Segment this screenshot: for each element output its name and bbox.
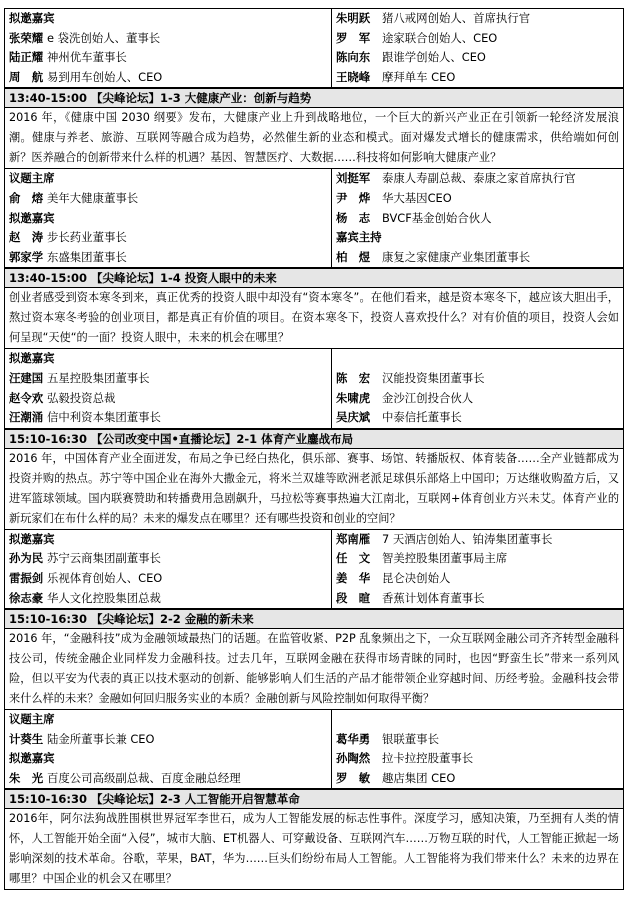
speaker-group-heading: 拟邀嘉宾 <box>9 751 55 766</box>
speaker-role: 康复之家健康产业集团董事长 <box>382 249 531 264</box>
speaker-entry <box>336 749 619 769</box>
speaker-name: 朱啸虎 <box>336 390 371 405</box>
speaker-role: 跟谁学创始人、CEO <box>382 50 486 65</box>
speaker-entry <box>9 549 327 569</box>
speaker-name: 俞 熔 <box>9 190 44 205</box>
speaker-role: 华人文化控股集团总裁 <box>47 590 161 605</box>
speaker-group-heading: 嘉宾主持 <box>336 230 382 245</box>
speaker-name: 赵 涛 <box>9 230 44 245</box>
session-time: 13:40-15:00 <box>9 271 87 286</box>
speaker-entry <box>336 389 619 409</box>
session-description: 创业者感受到资本寒冬到来，真正优秀的投资人眼中却没有“资本寒冬”。在他们看来，越是资本寒冬下，越应该大胆出手，熬过资本寒冬考验的创业项目，都是真正有价值的项目。在资本寒冬下，投资人喜欢投什么？对有价值的项目，投资人会如何呈现“天使“的一面？投资人眼中，未来的机会在哪里？ <box>5 288 624 349</box>
speaker-name: 陆正耀 <box>9 50 44 65</box>
speaker-role: 7 天酒店创始人、铂涛集团董事长 <box>382 531 553 546</box>
speaker-name: 罗 军 <box>336 30 371 45</box>
speaker-name: 汪建国 <box>9 370 44 385</box>
speaker-name: 孙为民 <box>9 551 44 566</box>
session-time: 15:10-16:30 <box>9 431 87 446</box>
speaker-entry <box>336 9 619 29</box>
speaker-name: 王晓峰 <box>336 69 371 84</box>
speaker-role: 五星控股集团董事长 <box>47 370 150 385</box>
speaker-entry <box>336 48 619 68</box>
speaker-role: 陆金所董事长兼 CEO <box>47 731 155 746</box>
speaker-entry <box>336 369 619 389</box>
speaker-name: 朱 光 <box>9 770 44 785</box>
speaker-name: 吴庆斌 <box>336 410 371 425</box>
speakers-row <box>5 169 624 268</box>
speaker-entry <box>336 189 619 209</box>
speaker-name: 尹 烨 <box>336 190 371 205</box>
session-time: 15:10-16:30 <box>9 612 87 627</box>
speaker-role: 神州优车董事长 <box>47 50 127 65</box>
speaker-entry <box>9 189 327 209</box>
speaker-role: 苏宁云商集团副董事长 <box>47 551 161 566</box>
speaker-entry <box>9 248 327 268</box>
session-description: 2016 年，《健康中国 2030 纲要》发布，大健康产业上升到战略地位，一个巨大的新兴产业正在引领新一轮经济发展浪潮。健康与养老、旅游、互联网等融合成为趋势，必然催生新的业态和模式。面对爆发式增长的健康需求，供给端如何创新？医养融合的创新带来什么样的机遇？基因、智慧医疗、大数据……科技将如何影响大健康产业？ <box>5 108 624 169</box>
speaker-role: 百度公司高级副总裁、百度金融总经理 <box>47 770 241 785</box>
session-block <box>4 8 624 88</box>
speakers-left-column <box>5 710 332 789</box>
speakers-right-column <box>332 9 624 88</box>
session-description-row <box>5 809 624 890</box>
speaker-entry <box>9 68 327 88</box>
speaker-entry <box>336 169 619 189</box>
speaker-role: 趣店集团 CEO <box>382 770 456 785</box>
speaker-name: 郑南雁 <box>336 531 371 546</box>
speakers-left-column <box>5 9 332 88</box>
speaker-role: 拉卡拉控股董事长 <box>382 751 474 766</box>
speakers-row <box>5 529 624 608</box>
speaker-entry <box>9 389 327 409</box>
speaker-name: 张荣耀 <box>9 30 44 45</box>
speaker-group-heading: 拟邀嘉宾 <box>9 210 55 225</box>
speaker-role: 东盛集团董事长 <box>47 249 127 264</box>
speaker-role: 华大基因CEO <box>382 190 452 205</box>
session-description: 2016 年，中国体育产业全面迸发，布局之争已经白热化，俱乐部、赛事、场馆、转播版权、体育装备……全产业链都成为投资并购的热点。苏宁等中国企业在海外大撒金元，将米兰双雄等欧洲老派足球俱乐部烙上中国印；万达继收购盈方后，又进军篮球领域。国内联赛赞助和转播费用急剧飙升，马拉松等赛事热遍大江南北，互联网+体育创业方兴未艾。体育产业的新玩家们在布什么样的局？未来的爆发点在哪里？还有哪些投资和创业的空间？ <box>5 448 624 529</box>
speaker-name: 周 航 <box>9 69 44 84</box>
speaker-role: 香蕉计划体育董事长 <box>382 590 485 605</box>
speakers-right-column <box>332 529 624 608</box>
session-description: 2016年，阿尔法狗战胜围棋世界冠军李世石，成为人工智能发展的标志性事件。深度学习，感知决策，乃至拥有人类的情怀，人工智能开始全面“入侵”，城市大脑、ET机器人、可穿戴设备、互联网汽车……万物互联的时代，人工智能正掀起一场影响深刻的技术革命。谷歌，苹果，BAT，华为……巨头们纷纷布局人工智能。人工智能将为我们带来什么？未来的边界在哪里？中国企业的机会又在哪里？ <box>5 809 624 890</box>
speaker-name: 陈 宏 <box>336 370 371 385</box>
speaker-name: 陈向东 <box>336 50 371 65</box>
speaker-role: 信中利资本集团董事长 <box>47 410 161 425</box>
speaker-role: 智美控股集团董事局主席 <box>382 551 508 566</box>
speaker-group-heading: 议题主席 <box>9 712 55 727</box>
speaker-name: 刘挺军 <box>336 171 371 186</box>
session-title: 【尖峰论坛】1-4 投资人眼中的未来 <box>91 271 277 286</box>
speaker-entry <box>336 569 619 589</box>
session-time: 13:40-15:00 <box>9 91 87 106</box>
speakers-right-column <box>332 169 624 268</box>
speaker-name: 徐志豪 <box>9 590 44 605</box>
speakers-left-column <box>5 529 332 608</box>
session-block <box>4 609 624 789</box>
speaker-role: 步长药业董事长 <box>47 230 127 245</box>
speaker-entry <box>9 769 327 789</box>
speaker-entry <box>336 248 619 268</box>
speaker-name: 郭家学 <box>9 249 44 264</box>
session-description: 2016 年，“金融科技”成为金融领域最热门的话题。在监管收紧、P2P 乱象频出之下，一众互联网金融公司齐齐转型金融科技公司，传统金融企业同样发力金融科技。过去几年，互联网金融在获得市场青睐的同时，也因“野蛮生长”带来一系列风险，但以平安为代表的真正以技术驱动的创新、能够影响人们生活的产品才能带领企业穿越时间、历经考验。金融科技会带来什么样的未来？金融如何回归服务实业的本质？金融创新与风险控制如何取得平衡？ <box>5 629 624 710</box>
agenda-blocks <box>4 8 623 890</box>
speaker-entry <box>9 408 327 428</box>
session-block <box>4 88 624 268</box>
speaker-name: 赵令欢 <box>9 390 44 405</box>
speaker-role: 中泰信托董事长 <box>382 410 462 425</box>
session-header <box>5 610 624 629</box>
agenda-document <box>4 4 623 890</box>
speaker-name: 计葵生 <box>9 731 44 746</box>
speaker-name: 雷振剑 <box>9 570 44 585</box>
speakers-row <box>5 710 624 789</box>
blank-line <box>336 349 619 369</box>
speakers-row <box>5 9 624 88</box>
speaker-entry <box>336 769 619 789</box>
speaker-name: 柏 煜 <box>336 249 371 264</box>
session-title: 【公司改变中国•直播论坛】2-1 体育产业鏖战布局 <box>91 431 354 446</box>
session-block <box>4 429 624 609</box>
speaker-entry <box>336 730 619 750</box>
speaker-role: 乐视体育创始人、CEO <box>47 570 163 585</box>
session-description-row <box>5 448 624 529</box>
speaker-entry <box>336 530 619 550</box>
speakers-left-column <box>5 169 332 268</box>
session-header <box>5 429 624 448</box>
session-description-row <box>5 108 624 169</box>
speaker-name: 杨 志 <box>336 210 371 225</box>
speaker-role: 昆仑决创始人 <box>382 570 451 585</box>
speaker-role: 金沙江创投合伙人 <box>382 390 474 405</box>
speakers-left-column <box>5 349 332 428</box>
session-time: 15:10-16:30 <box>9 792 87 807</box>
speaker-role: 汉能投资集团董事长 <box>382 370 485 385</box>
speaker-entry <box>9 29 327 49</box>
session-title: 【尖峰论坛】2-2 金融的新未来 <box>91 612 254 627</box>
speaker-role: 泰康人寿副总裁、泰康之家首席执行官 <box>382 171 576 186</box>
speaker-role: 美年大健康董事长 <box>47 190 139 205</box>
speaker-name: 朱明跃 <box>336 11 371 25</box>
session-block <box>4 789 624 890</box>
speaker-entry <box>336 29 619 49</box>
speakers-right-column <box>332 710 624 789</box>
speaker-entry <box>336 68 619 88</box>
speaker-name: 孙陶然 <box>336 751 371 766</box>
speakers-right-column <box>332 349 624 428</box>
speakers-row <box>5 349 624 428</box>
speaker-name: 姜 华 <box>336 570 371 585</box>
speaker-role: BVCF基金创始合伙人 <box>382 210 492 225</box>
speaker-entry <box>9 369 327 389</box>
speaker-entry <box>9 730 327 750</box>
session-description-row <box>5 288 624 349</box>
speaker-name: 罗 敏 <box>336 770 371 785</box>
session-header <box>5 269 624 288</box>
speaker-entry <box>9 589 327 609</box>
speaker-role: 弘毅投资总裁 <box>47 390 116 405</box>
speaker-name: 汪潮涌 <box>9 410 44 425</box>
session-title: 【尖峰论坛】1-3 大健康产业：创新与趋势 <box>91 91 312 106</box>
speaker-entry <box>9 569 327 589</box>
speaker-group-heading: 议题主席 <box>9 171 55 186</box>
session-block <box>4 268 624 428</box>
session-header <box>5 89 624 108</box>
session-description-row <box>5 629 624 710</box>
speaker-group-heading: 拟邀嘉宾 <box>9 351 55 366</box>
speaker-role: e 袋洗创始人、董事长 <box>47 30 161 45</box>
session-header <box>5 790 624 809</box>
speaker-group-heading: 拟邀嘉宾 <box>9 11 55 25</box>
speaker-role: 猪八戒网创始人、首席执行官 <box>382 11 531 25</box>
speaker-entry <box>336 549 619 569</box>
session-title: 【尖峰论坛】2-3 人工智能开启智慧革命 <box>91 792 300 807</box>
speaker-role: 易到用车创始人、CEO <box>47 69 163 84</box>
speaker-entry <box>336 589 619 609</box>
speaker-entry <box>336 408 619 428</box>
speaker-role: 摩拜单车 CEO <box>382 69 456 84</box>
blank-line <box>336 710 619 730</box>
speaker-name: 葛华勇 <box>336 731 371 746</box>
speaker-entry <box>336 209 619 229</box>
speaker-entry <box>9 48 327 68</box>
speaker-role: 银联董事长 <box>382 731 439 746</box>
speaker-name: 段 暄 <box>336 590 371 605</box>
speaker-entry <box>9 228 327 248</box>
speaker-name: 任 文 <box>336 551 371 566</box>
speaker-group-heading: 拟邀嘉宾 <box>9 531 55 546</box>
speaker-role: 途家联合创始人、CEO <box>382 30 498 45</box>
